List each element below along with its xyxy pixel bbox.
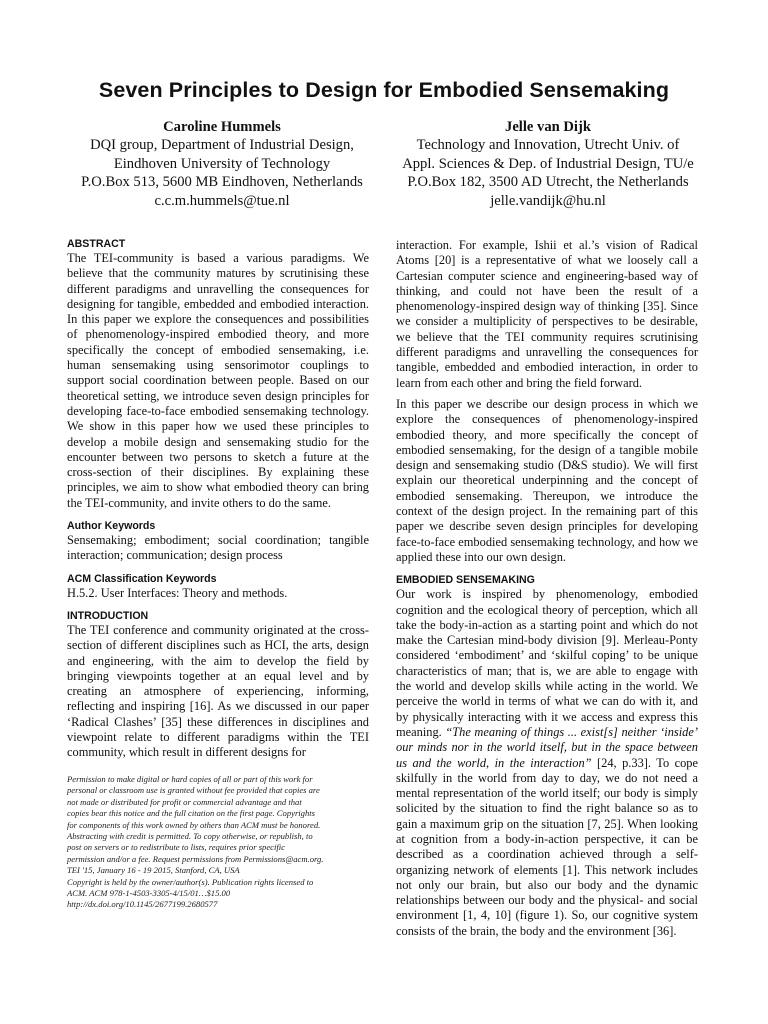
author-email: c.c.m.hummels@tue.nl [154, 192, 290, 209]
abstract-text: The TEI-community is based a various paradigms. We believe that the community matures by scrutinising these different paradigms and unravelling the consequences for designing for tangible, embedded and embodied interaction. In this paper we explore the consequences and possibilities of phenomenology-inspired embodied theory, and more specifically the concept of embodied sensemaking, i.e. human sensemaking using sensorimotor couplings to support social coordination between people. Based on our theoretical setting, we introduce seven design principles for developing face-to-face embodied sensemaking technology. We show in this paper how we used these principles to develop a mobile design and sensemaking studio for the encounter between two persons to sketch a future at the cross-section of their disciplines. By explaining these principles, we aim to show what embodied theory can bring the TEI-community, and invite others to do the same. [67, 251, 369, 510]
permission-line: personal or classroom use is granted without fee provided that copies are [67, 785, 320, 796]
author-affiliation-line: DQI group, Department of Industrial Design, [90, 137, 354, 154]
acm-text: H.5.2. User Interfaces: Theory and methods. [67, 585, 288, 600]
author-email: jelle.vandijk@hu.nl [490, 192, 606, 209]
permission-notice [67, 774, 372, 911]
embodied-quote: “The meaning of things ... exist[s] neither ‘inside’ our minds nor in the world itself, but in the space between us and the world, in the interaction” [396, 724, 698, 770]
left-column [67, 238, 369, 761]
embodied-text-before: Our work is inspired by phenomenology, embodied cognition and the ecological theory of perception, which all take the body-in-action as a starting point and which do not make the Cartesian mind-body division [9]. Merleau-Ponty considered ‘embodiment’ and ‘skilful coping’ to be unique characteristics of man; that is, we are able to engage with the world and develop skills while acting in the world. We perceive the world in terms of what we can do with it, and by physically interacting with it we access and express this meaning. [396, 587, 698, 739]
paper-outline-text: In this paper we describe our design process in which we explore the consequences of phenomenology-inspired embodied theory, and more specifically the concept of embodied sensemaking, for the design of a tangible mobile design and sensemaking studio (D&S studio). We will first explain our theoretical underpinning and the concept of embodied sensemaking. Thereupon, we introduce the context of the design project. In the remaining part of this paper we describe seven design principles for developing face-to-face embodied sensemaking technology, and how we applied these into our own design. [396, 396, 698, 564]
permission-line: Permission to make digital or hard copies of all or part of this work for [67, 774, 313, 784]
right-column [396, 238, 698, 939]
author-name: Jelle van Dijk [505, 119, 591, 135]
author-affiliation-line: P.O.Box 513, 5600 MB Eindhoven, Netherlands [81, 174, 363, 191]
embodied-sensemaking-text [396, 587, 698, 939]
introduction-continued-text: interaction. For example, Ishii et al.’s vision of Radical Atoms [20] is a representative of what we loosely call a Cartesian computer science and engineering-based way of thinking, and could not have been the result of a phenomenology-inspired design way of thinking [35]. Since we consider a multiplicity of perspectives to be desirable, we believe that the TEI community requires scrutinising different paradigms and unravelling the consequences for tangible, embedded and embodied interaction, in order to learn from each other and bring the field forward. [396, 238, 698, 390]
permission-line: not made or distributed for profit or commercial advantage and that [67, 796, 302, 807]
keywords-heading: Author Keywords [67, 520, 156, 533]
permission-line: copies bear this notice and the full citation on the first page. Copyrights [67, 808, 316, 819]
acm-heading: ACM Classification Keywords [67, 572, 217, 585]
introduction-text: The TEI conference and community originated at the cross-section of different disciplines such as HCI, the arts, design and engineering, with the aim to develop the field by bringing viewpoints together at an equal level and by creating an atmosphere of experiencing, informing, reflecting and inspiring [16]. As we discussed in our paper ‘Radical Clashes’ [35] these differences in disciplines and viewpoint relate to different paradigms within the TEI community, which result in different designs for [67, 622, 369, 760]
author-affiliation-line: P.O.Box 182, 3500 AD Utrecht, the Netherlands [407, 174, 689, 191]
author-affiliation-line: Technology and Innovation, Utrecht Univ. of [416, 137, 680, 154]
paper-title: Seven Principles to Design for Embodied Sensemaking [98, 78, 670, 102]
permission-line: permission and/or a fee. Request permissions from Permissions@acm.org. [67, 853, 324, 864]
permission-line: for components of this work owned by others than ACM must be honored. [67, 819, 321, 830]
introduction-heading: INTRODUCTION [67, 609, 149, 622]
keywords-text: Sensemaking; embodiment; social coordination; tangible interaction; communication; design process [67, 533, 369, 563]
embodied-text-after: [24, p.33]. To cope skilfully in the world from day to day, we do not need a mental representation of the world itself; our body is simply solicited by the situation to find the right balance so as to gain a maximum grip on the situation [7, 25]. When looking at cognition from a body-in-action perspective, it can be described as a coordination achieved through a self-organizing network of elements [1]. This network includes not only our brain, but also our body and the dynamic relationships between our body and the physical- and social environment [1, 4, 10] (figure 1). So, our cognitive system consists of the brain, the body and the environment [36]. [396, 755, 698, 938]
permission-line: TEI '15, January 16 - 19 2015, Stanford, CA, USA [67, 865, 240, 876]
embodied-sensemaking-heading: EMBODIED SENSEMAKING [396, 574, 535, 587]
abstract-heading: ABSTRACT [67, 238, 126, 250]
author-block-2 [380, 118, 716, 210]
author-block-1 [62, 118, 382, 210]
permission-line: post on servers or to redistribute to lists, requires prior specific [67, 842, 285, 853]
author-name: Caroline Hummels [163, 119, 281, 135]
permission-line: Copyright is held by the owner/author(s). Publication rights licensed to [67, 876, 314, 887]
author-affiliation-line: Appl. Sciences & Dep. of Industrial Design, TU/e [402, 155, 694, 172]
permission-line: http://dx.doi.org/10.1145/2677199.2680577 [67, 899, 218, 910]
permission-line: ACM. ACM 978-1-4503-3305-4/15/01…$15.00 [67, 888, 231, 899]
permission-line: Abstracting with credit is permitted. To copy otherwise, or republish, to [67, 831, 313, 842]
author-affiliation-line: Eindhoven University of Technology [113, 155, 331, 172]
